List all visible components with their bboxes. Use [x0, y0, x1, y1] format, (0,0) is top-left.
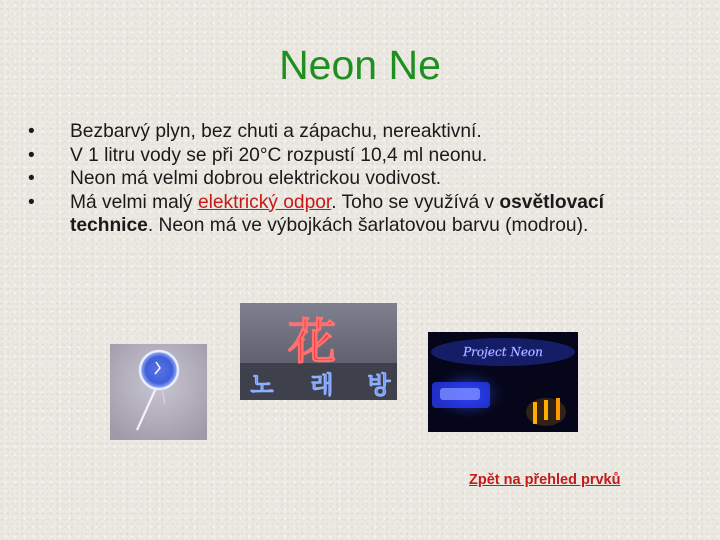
bullet-text: V 1 litru vody se při 20°C rozpustí 10,4 ml neonu. — [70, 144, 488, 166]
lighting-technique-text: osvětlovací technice — [70, 191, 604, 236]
neon-sign-photo-blue — [428, 332, 578, 432]
hangul-char: 래 — [310, 371, 334, 399]
bullet-text: Bezbarvý plyn, bez chuti a zápachu, nereaktivní. — [70, 121, 482, 142]
bullet-dot: • — [28, 191, 35, 213]
hangul-char: 방 — [367, 371, 391, 399]
neon-sign-photo-red-blue — [240, 303, 397, 400]
bullet-item — [28, 167, 648, 191]
red-neon-glyph: 花 — [287, 314, 337, 370]
back-to-elements-link[interactable]: Zpět na přehled prvků — [469, 472, 621, 488]
electric-resistance-link[interactable]: elektrický odpor — [197, 191, 332, 213]
blue-neon-sign-text: Project Neon — [463, 345, 543, 359]
neon-lamp-photo — [110, 344, 207, 440]
bullet-item — [28, 120, 648, 144]
bullet-dot: • — [28, 144, 35, 166]
bullet-text-part: Má velmi malý — [70, 191, 198, 213]
bullet-item — [28, 191, 648, 238]
bullet-text-part: . Neon má ve výbojkách šarlatovou barvu (modrou). — [147, 215, 589, 236]
bullet-item — [28, 144, 648, 168]
slide-title: Neon Ne — [279, 42, 441, 88]
bullet-dot: • — [28, 168, 35, 189]
bullet-text: Neon má velmi dobrou elektrickou vodivost. — [70, 168, 442, 189]
bullet-text-part: . Toho se využívá v — [331, 191, 500, 213]
bullet-list — [28, 120, 648, 238]
bullet-dot: • — [28, 121, 35, 142]
hangul-char: 노 — [250, 371, 274, 399]
